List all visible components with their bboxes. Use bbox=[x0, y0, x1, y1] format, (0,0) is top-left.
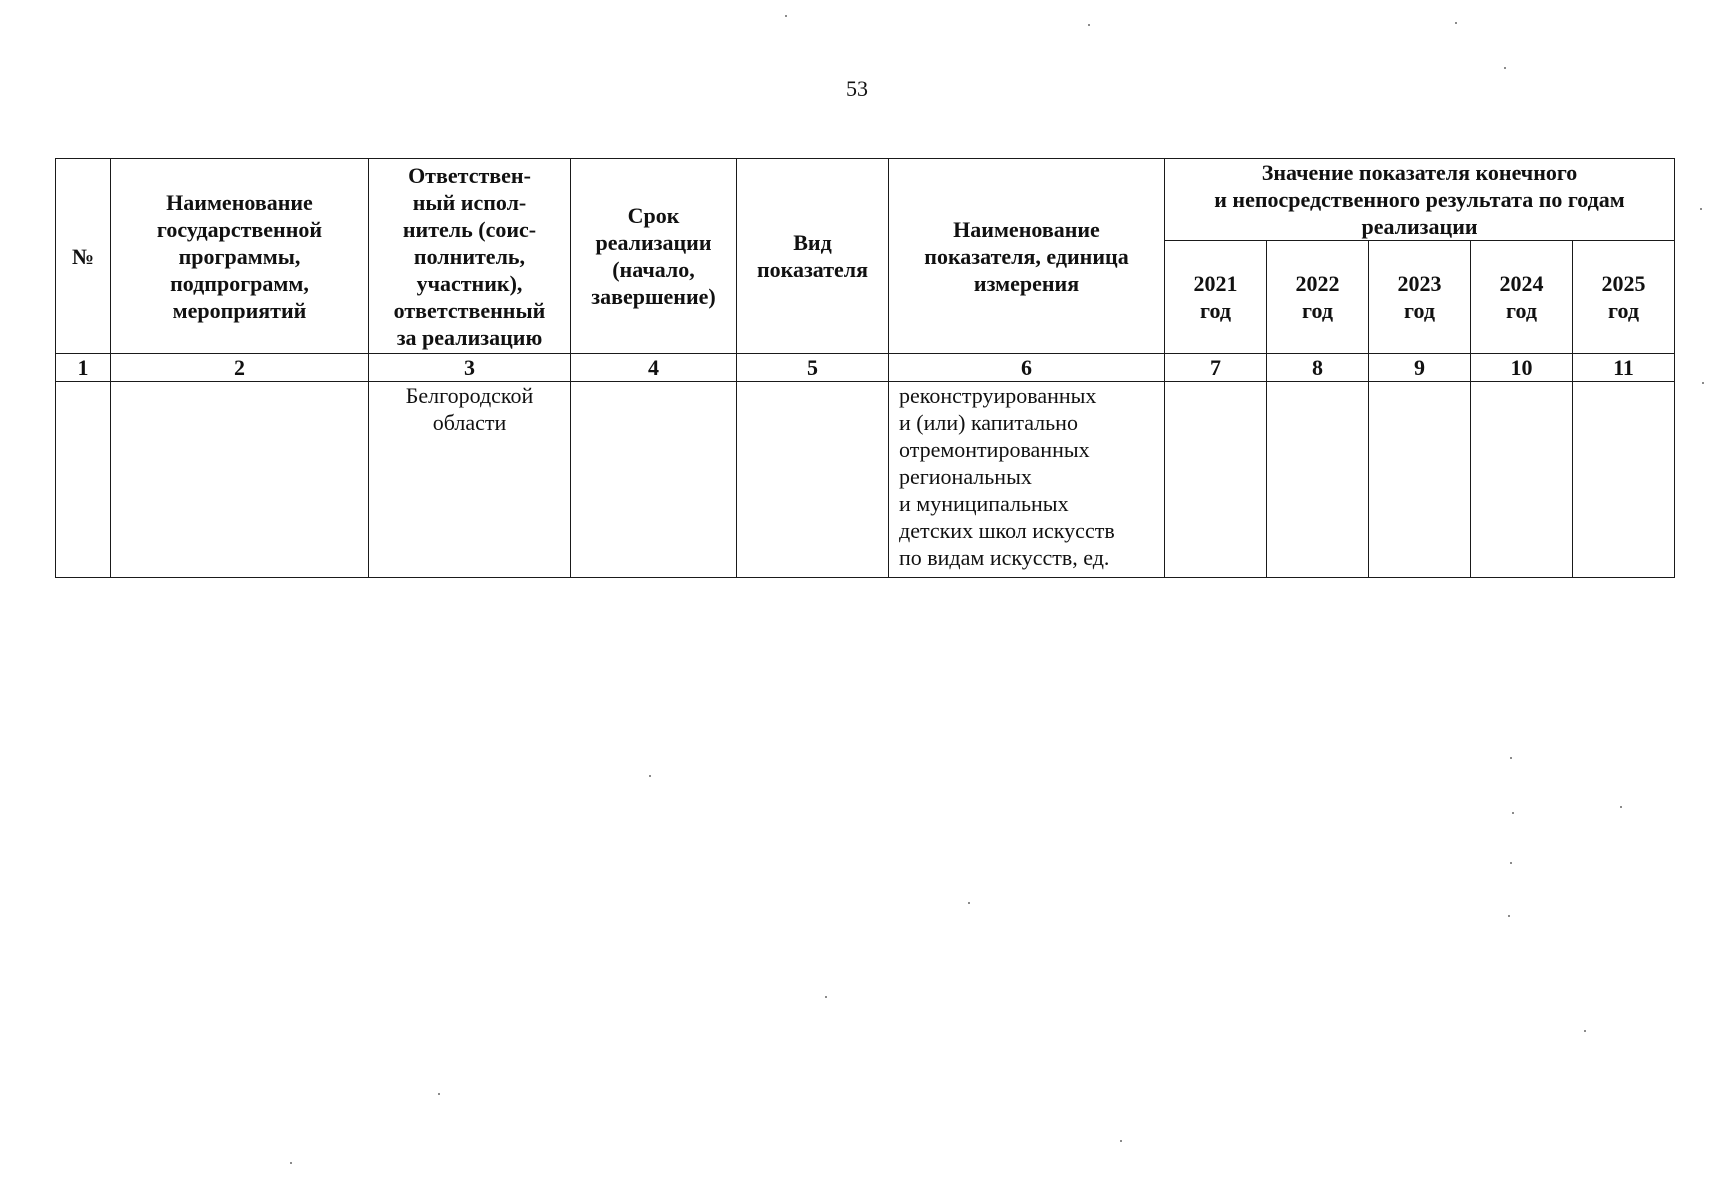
column-number: 1 bbox=[56, 354, 111, 382]
header-year-2025: 2025 год bbox=[1573, 241, 1675, 354]
scan-speck bbox=[1510, 862, 1512, 864]
scan-speck bbox=[1120, 1140, 1122, 1142]
column-number: 5 bbox=[737, 354, 889, 382]
column-number: 11 bbox=[1573, 354, 1675, 382]
scan-speck bbox=[1700, 208, 1702, 210]
header-indicator-name: Наименование показателя, единица измерения bbox=[889, 159, 1165, 354]
scan-speck bbox=[649, 775, 651, 777]
cell-value-2024 bbox=[1471, 382, 1573, 578]
column-number: 8 bbox=[1267, 354, 1369, 382]
indicator-table bbox=[55, 158, 1675, 578]
scan-speck bbox=[825, 996, 827, 998]
scan-speck bbox=[1455, 22, 1457, 24]
header-year-2024: 2024 год bbox=[1471, 241, 1573, 354]
header-executor: Ответствен- ный испол- нитель (соис- полнитель, участник), ответственный за реализацию bbox=[369, 159, 571, 354]
cell-num bbox=[56, 382, 111, 578]
header-year-2021: 2021 год bbox=[1165, 241, 1267, 354]
page-number: 53 bbox=[846, 76, 868, 101]
scan-speck bbox=[290, 1162, 292, 1164]
cell-value-2023 bbox=[1369, 382, 1471, 578]
scan-speck bbox=[968, 902, 970, 904]
cell-indicator-name: реконструированных и (или) капитально отремонтированных региональных и муниципальных детских школ искусств по видам искусств, ед. bbox=[889, 382, 1165, 578]
column-number: 3 bbox=[369, 354, 571, 382]
column-number-row bbox=[56, 354, 1675, 382]
cell-executor: Белгородской области bbox=[369, 382, 571, 578]
header-indicator-type: Вид показателя bbox=[737, 159, 889, 354]
scan-speck bbox=[785, 15, 787, 17]
scan-speck bbox=[1512, 812, 1514, 814]
column-number: 6 bbox=[889, 354, 1165, 382]
header-row bbox=[56, 159, 1675, 241]
scan-speck bbox=[1584, 1030, 1586, 1032]
scan-speck bbox=[1702, 382, 1704, 384]
header-values-group: Значение показателя конечного и непосредственного результата по годам реализации bbox=[1165, 159, 1675, 241]
cell-value-2021 bbox=[1165, 382, 1267, 578]
scan-speck bbox=[1088, 24, 1090, 26]
scan-speck bbox=[1510, 757, 1512, 759]
cell-value-2025 bbox=[1573, 382, 1675, 578]
header-year-2022: 2022 год bbox=[1267, 241, 1369, 354]
scan-speck bbox=[1504, 67, 1506, 69]
header-year-2023: 2023 год bbox=[1369, 241, 1471, 354]
cell-period bbox=[571, 382, 737, 578]
scan-speck bbox=[1508, 915, 1510, 917]
cell-indicator-type bbox=[737, 382, 889, 578]
header-program-name: Наименование государственной программы, подпрограмм, мероприятий bbox=[111, 159, 369, 354]
scan-speck bbox=[1620, 806, 1622, 808]
cell-value-2022 bbox=[1267, 382, 1369, 578]
column-number: 2 bbox=[111, 354, 369, 382]
column-number: 10 bbox=[1471, 354, 1573, 382]
column-number: 7 bbox=[1165, 354, 1267, 382]
header-num: № bbox=[56, 159, 111, 354]
header-period: Срок реализации (начало, завершение) bbox=[571, 159, 737, 354]
column-number: 9 bbox=[1369, 354, 1471, 382]
cell-program-name bbox=[111, 382, 369, 578]
table-row bbox=[56, 382, 1675, 578]
scan-speck bbox=[438, 1093, 440, 1095]
column-number: 4 bbox=[571, 354, 737, 382]
